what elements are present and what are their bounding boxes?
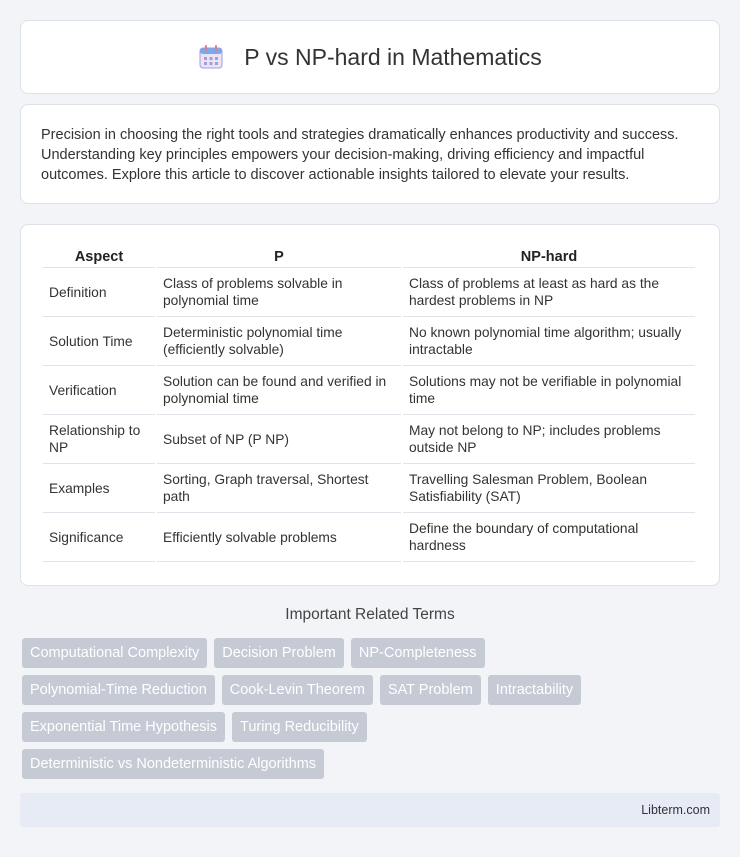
related-term-tag[interactable]: Exponential Time Hypothesis [22,712,225,742]
p-cell: Subset of NP (P NP) [157,415,401,464]
table-row [43,513,695,562]
header-p: P [157,245,401,268]
aspect-cell: Solution Time [43,317,155,366]
np-hard-cell: Class of problems at least as hard as the hardest problems in NP [403,268,695,317]
header-card [20,20,720,94]
related-term-tag[interactable]: Turing Reducibility [232,712,367,742]
footer [20,793,720,827]
related-term-tag[interactable]: Deterministic vs Nondeterministic Algorithms [22,749,324,779]
np-hard-cell: Define the boundary of computational hardness [403,513,695,562]
related-term-tag[interactable]: SAT Problem [380,675,481,705]
table-row [43,268,695,317]
comparison-table [41,245,697,562]
related-term-tag[interactable]: Polynomial-Time Reduction [22,675,215,705]
np-hard-cell: No known polynomial time algorithm; usually intractable [403,317,695,366]
table-header-row [43,245,695,268]
aspect-cell: Definition [43,268,155,317]
footer-brand-link[interactable]: Libterm.com [641,803,710,817]
p-cell: Class of problems solvable in polynomial time [157,268,401,317]
table-row [43,317,695,366]
intro-card [20,104,720,204]
calendar-icon [198,44,224,70]
page-title: P vs NP-hard in Mathematics [244,43,542,70]
aspect-cell: Relationship to NP [43,415,155,464]
table-row [43,366,695,415]
related-term-tag[interactable]: NP-Completeness [351,638,485,668]
intro-text: Precision in choosing the right tools and strategies dramatically enhances productivity and success. Understanding key principles empowers your decision-making, driving efficiency and impactful outcomes. Explore this article to discover actionable insights tailored to elevate your results. [41,127,679,183]
table-row [43,415,695,464]
header-np-hard: NP-hard [403,245,695,268]
table-row [43,464,695,513]
np-hard-cell: May not belong to NP; includes problems outside NP [403,415,695,464]
related-terms-title: Important Related Terms [285,606,455,623]
p-cell: Sorting, Graph traversal, Shortest path [157,464,401,513]
aspect-cell: Significance [43,513,155,562]
p-cell: Solution can be found and verified in polynomial time [157,366,401,415]
comparison-table-card [20,224,720,586]
related-term-tag[interactable]: Cook-Levin Theorem [222,675,373,705]
related-term-tag[interactable]: Intractability [488,675,581,705]
np-hard-cell: Solutions may not be verifiable in polynomial time [403,366,695,415]
p-cell: Deterministic polynomial time (efficiently solvable) [157,317,401,366]
p-cell: Efficiently solvable problems [157,513,401,562]
related-term-tag[interactable]: Computational Complexity [22,638,207,668]
header-aspect: Aspect [43,245,155,268]
related-term-tag[interactable]: Decision Problem [214,638,344,668]
aspect-cell: Verification [43,366,155,415]
np-hard-cell: Travelling Salesman Problem, Boolean Satisfiability (SAT) [403,464,695,513]
aspect-cell: Examples [43,464,155,513]
related-terms-list [22,638,722,786]
